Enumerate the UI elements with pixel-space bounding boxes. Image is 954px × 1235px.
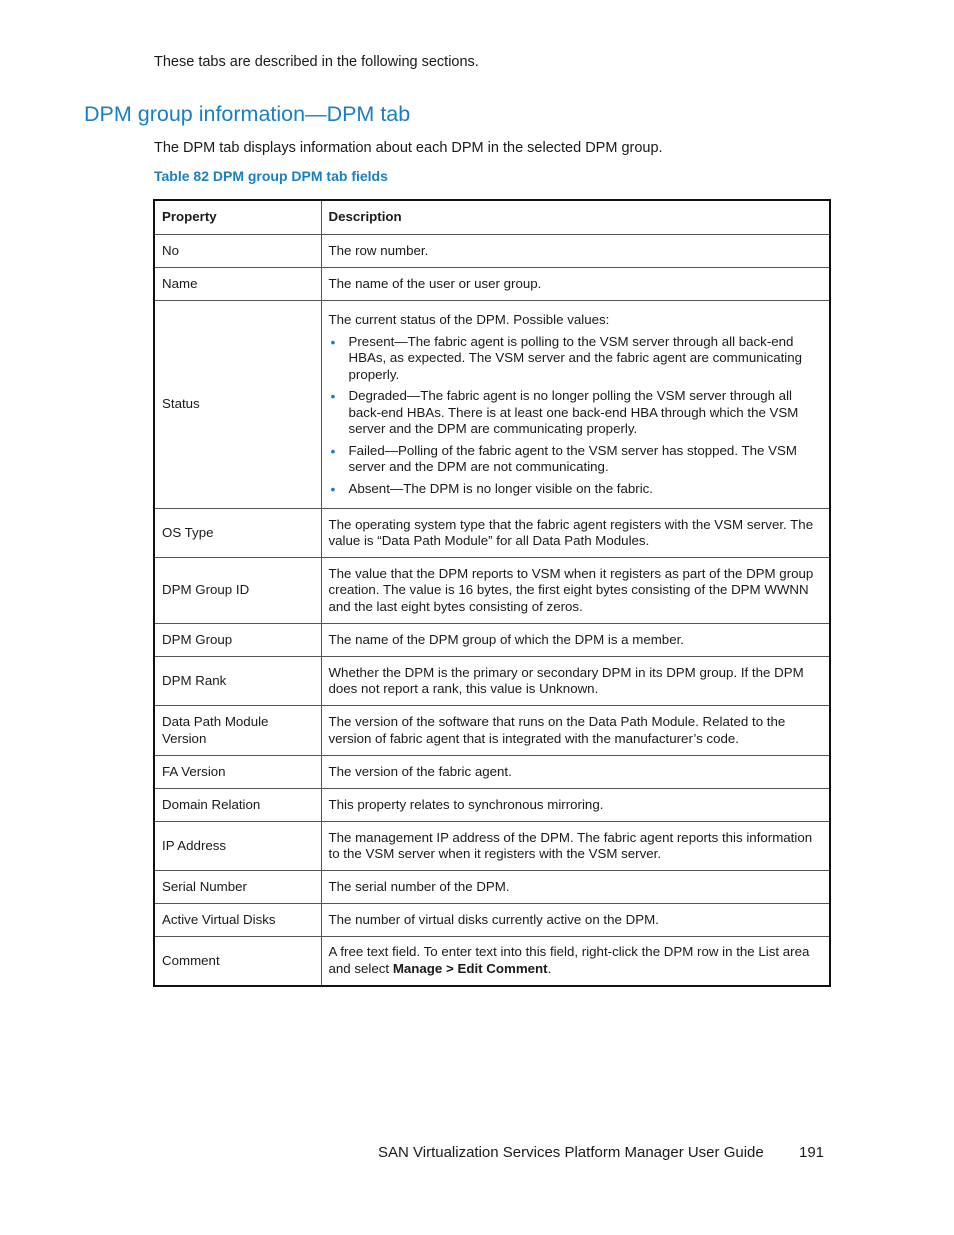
property-cell: IP Address: [154, 822, 321, 871]
table-caption: Table 82 DPM group DPM tab fields: [154, 168, 388, 184]
property-cell: OS Type: [154, 509, 321, 558]
description-cell: The version of the fabric agent.: [321, 756, 830, 789]
description-cell: The management IP address of the DPM. The fabric agent reports this information to the VSM server when it registers with the VSM server.: [321, 822, 830, 871]
property-cell: Status: [154, 301, 321, 509]
property-cell: DPM Group: [154, 624, 321, 657]
property-cell: Domain Relation: [154, 789, 321, 822]
table-row: [154, 509, 830, 558]
table-row: [154, 789, 830, 822]
description-cell: The row number.: [321, 235, 830, 268]
table-row: [154, 235, 830, 268]
table-row: [154, 904, 830, 937]
table-row: [154, 822, 830, 871]
section-title: DPM group information—DPM tab: [84, 102, 411, 126]
property-cell: Data Path Module Version: [154, 706, 321, 756]
description-cell: [321, 301, 830, 509]
table-row: [154, 756, 830, 789]
property-cell: FA Version: [154, 756, 321, 789]
property-cell: DPM Group ID: [154, 558, 321, 624]
footer-guide-title: SAN Virtualization Services Platform Manager User Guide: [378, 1144, 764, 1161]
description-cell: The name of the user or user group.: [321, 268, 830, 301]
property-cell: DPM Rank: [154, 657, 321, 706]
comment-text-end: .: [547, 960, 552, 976]
table-row: [154, 268, 830, 301]
property-cell: No: [154, 235, 321, 268]
property-cell: Serial Number: [154, 871, 321, 904]
intro-text: These tabs are described in the following sections.: [154, 54, 479, 70]
menu-path: Manage > Edit Comment: [392, 960, 548, 976]
description-cell: The operating system type that the fabric agent registers with the VSM server. The value is “Data Path Module” for all Data Path Modules.: [321, 509, 830, 558]
description-cell: This property relates to synchronous mirroring.: [321, 789, 830, 822]
lead-paragraph: The DPM tab displays information about each DPM in the selected DPM group.: [154, 140, 663, 156]
description-cell: The name of the DPM group of which the DPM is a member.: [321, 624, 830, 657]
property-cell: Active Virtual Disks: [154, 904, 321, 937]
fields-table: [153, 199, 831, 987]
status-values-list: [329, 334, 823, 498]
description-cell: The serial number of the DPM.: [321, 871, 830, 904]
table-row: [154, 871, 830, 904]
description-cell: The number of virtual disks currently active on the DPM.: [321, 904, 830, 937]
status-value-failed: • Failed—Polling of the fabric agent to the VSM server has stopped. The VSM server and the DPM are not communicating.: [329, 443, 823, 476]
description-cell: Whether the DPM is the primary or secondary DPM in its DPM group. If the DPM does not report a rank, this value is Unknown.: [321, 657, 830, 706]
description-cell: [321, 937, 830, 986]
property-cell: Comment: [154, 937, 321, 986]
header-property: Property: [154, 200, 321, 235]
status-value-present: • Present—The fabric agent is polling to the VSM server through all back-end HBAs, as expected. The VSM server and the fabric agent are communicating properly.: [329, 334, 823, 384]
status-value-degraded: • Degraded—The fabric agent is no longer polling the VSM server through all back-end HBAs. There is at least one back-end HBA through which the VSM server and the DPM are communicating properly.: [329, 388, 823, 438]
table-row: [154, 301, 830, 509]
table-row: [154, 937, 830, 986]
table-row: [154, 624, 830, 657]
table-row: [154, 558, 830, 624]
status-intro: The current status of the DPM. Possible values:: [328, 312, 610, 327]
table-row: [154, 706, 830, 756]
header-description: Description: [321, 200, 830, 235]
description-cell: The version of the software that runs on the Data Path Module. Related to the version of fabric agent that is integrated with the manufacturer’s code.: [321, 706, 830, 756]
table-header-row: [154, 200, 830, 235]
property-cell: Name: [154, 268, 321, 301]
description-cell: The value that the DPM reports to VSM when it registers as part of the DPM group creation. The value is 16 bytes, the first eight bytes consisting of the DPM WWNN and the last eight bytes consisting of zeros.: [321, 558, 830, 624]
comment-text-start: A free text field. To enter text into this field, right-click the DPM row in the List area and select: [328, 944, 810, 976]
page-number: 191: [799, 1144, 825, 1161]
status-value-absent: • Absent—The DPM is no longer visible on the fabric.: [329, 481, 823, 498]
table-row: [154, 657, 830, 706]
